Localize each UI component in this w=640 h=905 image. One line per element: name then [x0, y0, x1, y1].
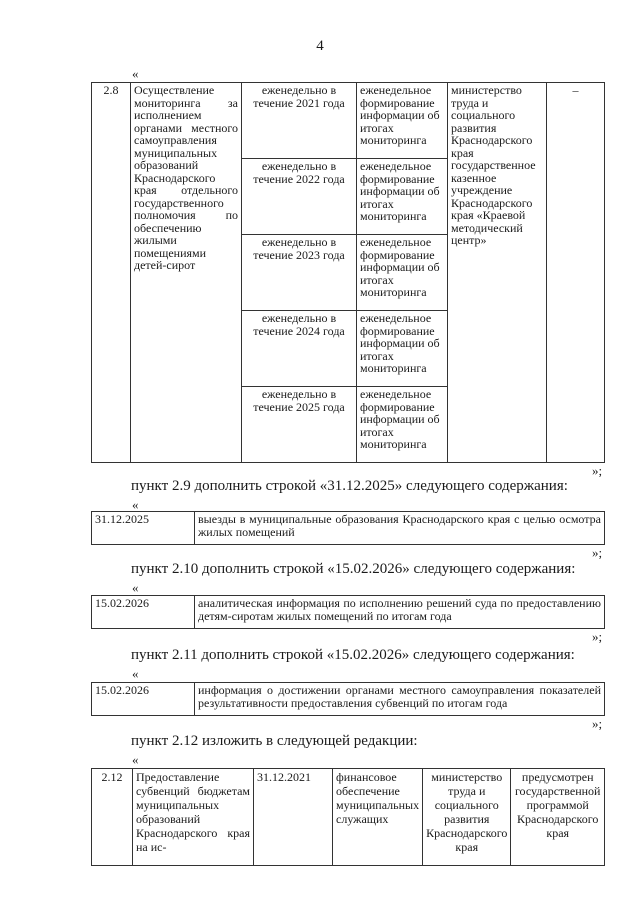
table-2-9 — [91, 511, 605, 545]
schedule-result: еженедельное формирование информации об итогах мониторинга — [357, 83, 448, 159]
row-number: 2.12 — [92, 769, 133, 866]
open-quote: « — [132, 666, 139, 681]
row-date: 15.02.2026 — [92, 683, 195, 716]
paragraph-2-11: пункт 2.11 дополнить строкой «15.02.2026» следующего содержания: — [131, 647, 575, 663]
funding-source: предусмотрен государственной программой Краснодарского края — [511, 769, 605, 866]
schedule-period: еженедельно в течение 2021 года — [242, 83, 357, 159]
row-text: информация о достижении органами местного самоуправления показателей результативности предоставления субвенций по итогам года — [195, 683, 605, 716]
schedule-period: еженедельно в течение 2023 года — [242, 235, 357, 311]
table-2-12 — [91, 768, 605, 866]
result: финансовое обеспечение муниципальных служащих — [333, 769, 423, 866]
measure-name: Предоставление субвенций бюджетам муниципальных образований Краснодарского края на ис- — [133, 769, 254, 866]
responsible-executor: министерство труда и социального развития Краснодарского края — [423, 769, 511, 866]
open-quote: « — [132, 66, 139, 81]
schedule-result: еженедельное формирование информации об итогах мониторинга — [357, 159, 448, 235]
paragraph-2-10: пункт 2.10 дополнить строкой «15.02.2026» следующего содержания: — [131, 561, 576, 577]
row-date: 15.02.2026 — [92, 596, 195, 629]
row-date: 31.12.2025 — [92, 512, 195, 545]
paragraph-2-9: пункт 2.9 дополнить строкой «31.12.2025» следующего содержания: — [131, 478, 568, 494]
responsible-executor: министерство труда и социального развития Краснодарского края государственное казенное учреждение Краснодарского края «Краевой методический центр» — [448, 83, 547, 463]
schedule-period: еженедельно в течение 2025 года — [242, 387, 357, 463]
schedule-period: еженедельно в течение 2022 года — [242, 159, 357, 235]
table-2-10 — [91, 595, 605, 629]
deadline: 31.12.2021 — [254, 769, 333, 866]
schedule-result: еженедельное формирование информации об итогах мониторинга — [357, 387, 448, 463]
open-quote: « — [132, 497, 139, 512]
table-2-8 — [91, 82, 605, 463]
dash: – — [547, 83, 605, 463]
measure-name: Осуществление мониторинга за исполнением органами местного самоуправления муниципальных образований Краснодарского края отдельного государственного полномочия по обеспечению жилыми помещениями детей-сирот — [131, 83, 242, 463]
close-quote: »; — [592, 463, 603, 478]
schedule-result: еженедельное формирование информации об итогах мониторинга — [357, 235, 448, 311]
paragraph-2-12: пункт 2.12 изложить в следующей редакции: — [131, 733, 418, 749]
page-number: 4 — [316, 38, 324, 54]
schedule-result: еженедельное формирование информации об итогах мониторинга — [357, 311, 448, 387]
row-text: аналитическая информация по исполнению решений суда по предоставлению детям-сиротам жилых помещений по итогам года — [195, 596, 605, 629]
row-number: 2.8 — [92, 83, 131, 463]
close-quote: »; — [592, 629, 603, 644]
row-text: выезды в муниципальные образования Краснодарского края с целью осмотра жилых помещений — [195, 512, 605, 545]
open-quote: « — [132, 752, 139, 767]
close-quote: »; — [592, 716, 603, 731]
close-quote: »; — [592, 545, 603, 560]
open-quote: « — [132, 580, 139, 595]
schedule-period: еженедельно в течение 2024 года — [242, 311, 357, 387]
table-2-11 — [91, 682, 605, 716]
